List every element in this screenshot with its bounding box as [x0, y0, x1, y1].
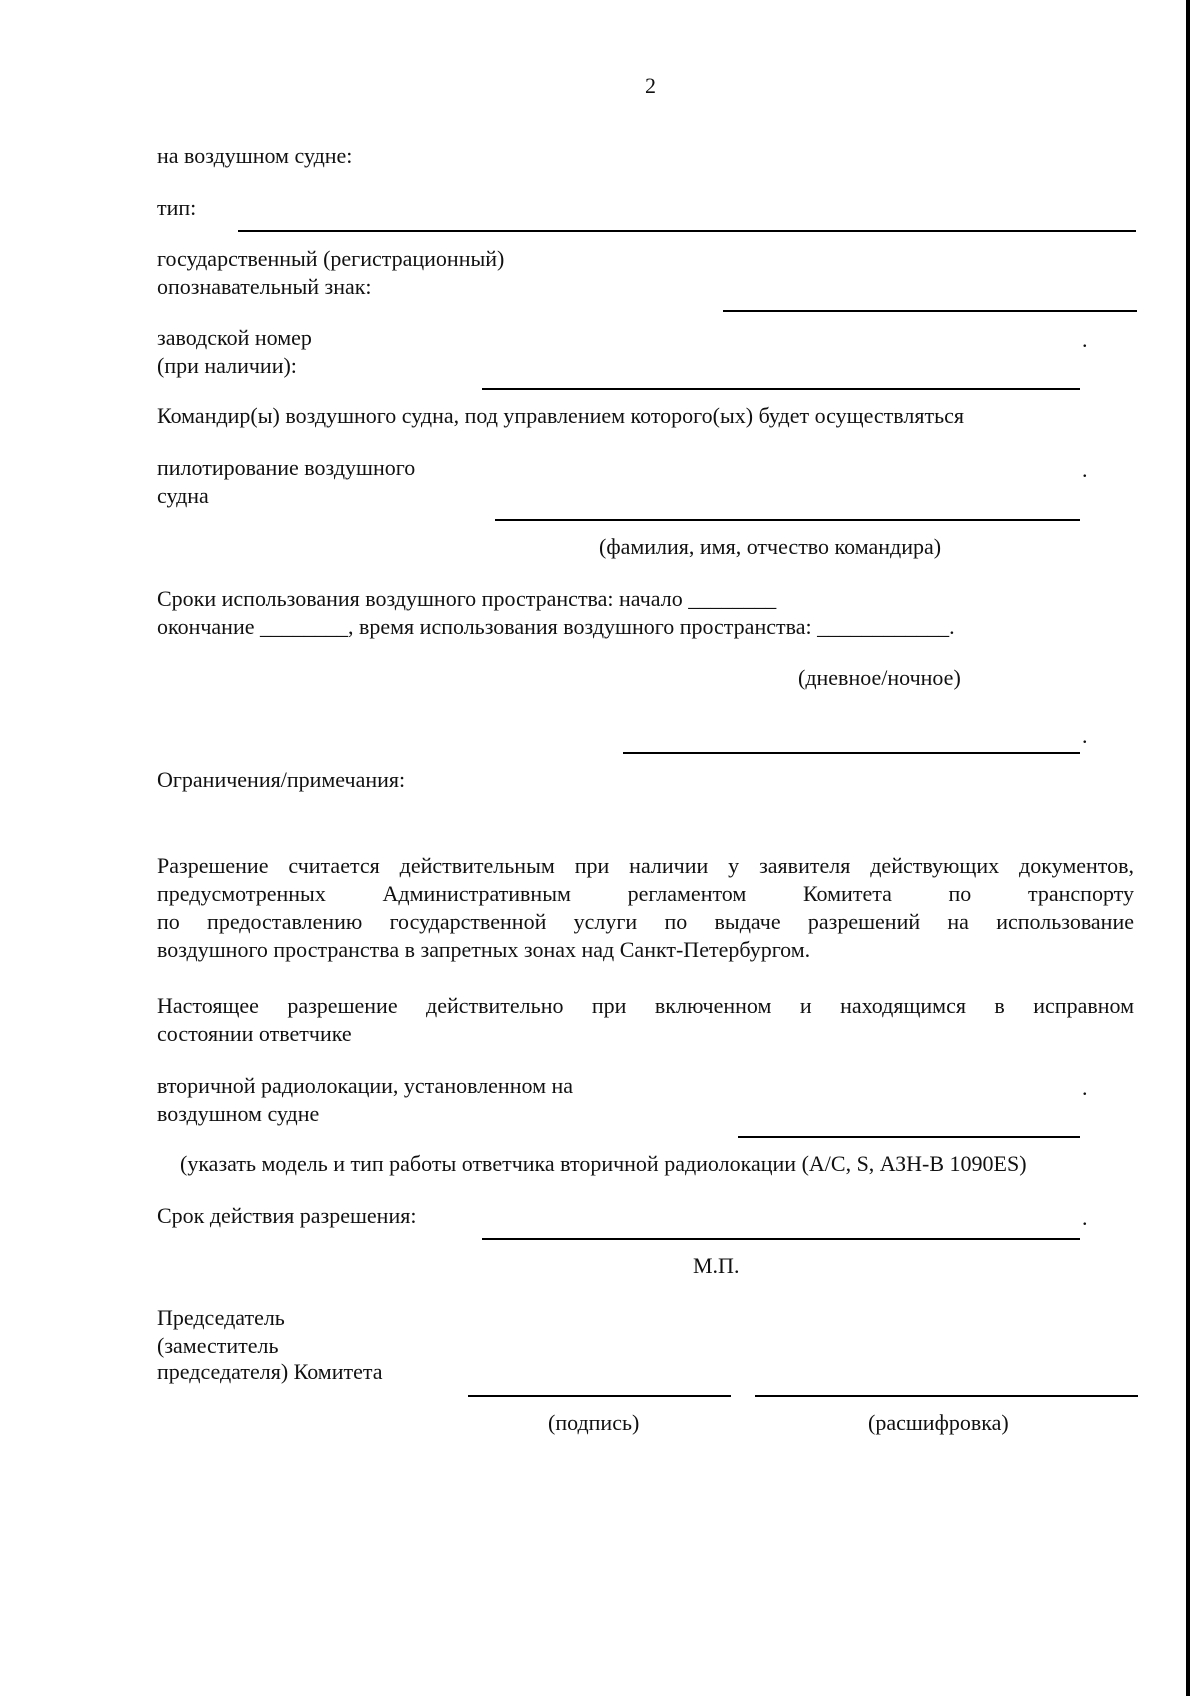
- signatory-role-line-1: Председатель: [157, 1305, 285, 1330]
- page-edge-shadow: [1186, 0, 1190, 1696]
- aircraft-heading: на воздушном судне:: [157, 143, 353, 168]
- piloting-label-1: пилотирование воздушного: [157, 455, 416, 480]
- validity-paragraph-line-4: воздушного пространства в запретных зонах над Санкт-Петербургом.: [157, 937, 811, 962]
- term-period: .: [1082, 1205, 1088, 1230]
- term-label: Срок действия разрешения:: [157, 1203, 417, 1228]
- signature-caption: (подпись): [548, 1410, 640, 1435]
- validity-paragraph-line-2: предусмотренных Административным регламентом Комитета по транспорту: [157, 881, 1134, 906]
- aircraft-type-field[interactable]: [238, 230, 1136, 232]
- day-night-field[interactable]: [623, 752, 1080, 754]
- radar-label-2: воздушном судне: [157, 1101, 320, 1126]
- piloting-label-2: судна: [157, 483, 209, 508]
- transponder-caption: (указать модель и тип работы ответчика вторичной радиолокации (А/С, S, АЗН-В 1090ES): [180, 1151, 1027, 1176]
- page-number: 2: [645, 73, 656, 98]
- transponder-line-2: состоянии ответчике: [157, 1021, 352, 1046]
- aircraft-type-label: тип:: [157, 195, 197, 220]
- radar-period: .: [1082, 1075, 1088, 1100]
- airspace-terms-line-2: окончание ________, время использования воздушного пространства: ____________.: [157, 614, 955, 639]
- reg-sign-label-1: государственный (регистрационный): [157, 246, 505, 271]
- stamp-label: М.П.: [693, 1253, 740, 1278]
- radar-label-1: вторичной радиолокации, установленном на: [157, 1073, 574, 1098]
- restrictions-label: Ограничения/примечания:: [157, 767, 406, 792]
- commander-name-field[interactable]: [495, 519, 1080, 521]
- piloting-period: .: [1082, 457, 1088, 482]
- transponder-line-1: Настоящее разрешение действительно при включенном и находящимся в исправном: [157, 993, 1134, 1018]
- signature-decode-caption: (расшифровка): [868, 1410, 1009, 1435]
- commander-name-caption: (фамилия, имя, отчество командира): [599, 534, 942, 559]
- term-field[interactable]: [482, 1238, 1080, 1240]
- airspace-terms-line-1: Сроки использования воздушного пространства: начало ________: [157, 586, 777, 611]
- serial-label-1: заводской номер: [157, 325, 312, 350]
- transponder-field[interactable]: [738, 1136, 1080, 1138]
- commander-intro: Командир(ы) воздушного судна, под управлением которого(ых) будет осуществляться: [157, 403, 964, 428]
- signature-field[interactable]: [468, 1395, 731, 1397]
- signatory-role-line-3: председателя) Комитета: [157, 1359, 383, 1384]
- reg-sign-label-2: опознавательный знак:: [157, 274, 372, 299]
- validity-paragraph-line-3: по предоставлению государственной услуги по выдаче разрешений на использование: [157, 909, 1134, 934]
- signatory-role-line-2: (заместитель: [157, 1333, 279, 1358]
- signature-decode-field[interactable]: [755, 1395, 1138, 1397]
- day-night-period: .: [1082, 723, 1088, 748]
- serial-field[interactable]: [482, 388, 1080, 390]
- serial-label-2: (при наличии):: [157, 353, 297, 378]
- serial-period: .: [1082, 327, 1088, 352]
- day-night-caption: (дневное/ночное): [798, 665, 961, 690]
- reg-sign-field[interactable]: [723, 310, 1137, 312]
- validity-paragraph-line-1: Разрешение считается действительным при наличии у заявителя действующих документов,: [157, 853, 1134, 878]
